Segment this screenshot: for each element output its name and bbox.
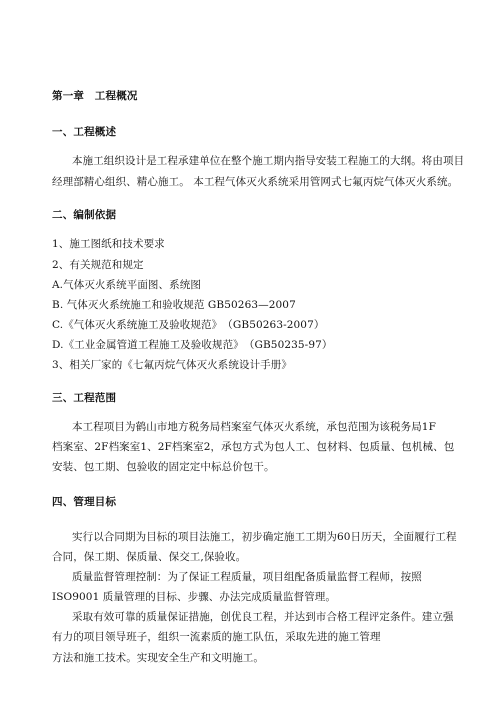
paragraph-line: 安装、包工期、包验收的固定定中标总价包干。 — [52, 461, 275, 473]
list-item: D.《工业金属管道工程施工及验收规范》 （GB50235-97） — [52, 339, 333, 351]
paragraph-line: 采取有效可靠的质量保证措施，创优良工程，并达到市合格工程评定条件。建立强 — [72, 611, 454, 623]
section-heading-basis: 二、编制依据 — [52, 209, 117, 221]
list-item: 2、有关规范和规定 — [52, 259, 144, 271]
paragraph-line: 档案室、2F档案室1、2F档案室2，承包方式为包人工、包材料、包质量、包机械、包 — [52, 441, 455, 453]
list-item: 1、施工图纸和技术要求 — [52, 238, 165, 250]
list-item: 3、相关厂家的《七氟丙烷气体灭火系统设计手册》 — [52, 359, 292, 371]
list-item: B. 气体灭火系统施工和验收规范 GB50263—2007 — [52, 299, 296, 311]
paragraph-line: 经理部精心组织、精心施工。 本工程气体灭火系统采用管网式七氟丙烷气体灭火系统。 — [52, 176, 459, 188]
paragraph-line: 合同，保工期、保质量、保交工,保验收。 — [52, 551, 247, 563]
paragraph-line: ISO9001 质量管理的目标、步骤、办法完成质量监督管理。 — [52, 591, 337, 603]
chapter-title: 第一章 工程概况 — [52, 90, 138, 102]
section-heading-overview: 一、工程概述 — [52, 126, 117, 138]
paragraph-line: 实行以合同期为目标的项目法施工，初步确定施工工期为60日历天，全面履行工程 — [72, 531, 457, 543]
paragraph-line: 方法和施工技术。实现安全生产和文明施工。 — [52, 652, 264, 664]
list-item: C.《气体灭火系统施工及验收规范》 （GB50263-2007） — [52, 319, 325, 331]
paragraph-line: 本施工组织设计是工程承建单位在整个施工期内指导安装工程施工的大纲。将由项目 — [72, 155, 465, 167]
paragraph-line: 本工程项目为鹤山市地方税务局档案室气体灭火系统，承包范围为该税务局1F — [72, 421, 436, 433]
paragraph-line: 质量监督管理控制：为了保证工程质量，项目组配备质量监督工程师，按照 — [72, 571, 422, 583]
section-heading-scope: 三、工程范围 — [52, 392, 117, 404]
list-item: A.气体灭火系统平面图、系统图 — [52, 279, 201, 291]
paragraph-line: 有力的项目领导班子，组织一流素质的施工队伍，采取先进的施工管理 — [52, 631, 381, 643]
section-heading-goals: 四、管理目标 — [52, 496, 117, 508]
